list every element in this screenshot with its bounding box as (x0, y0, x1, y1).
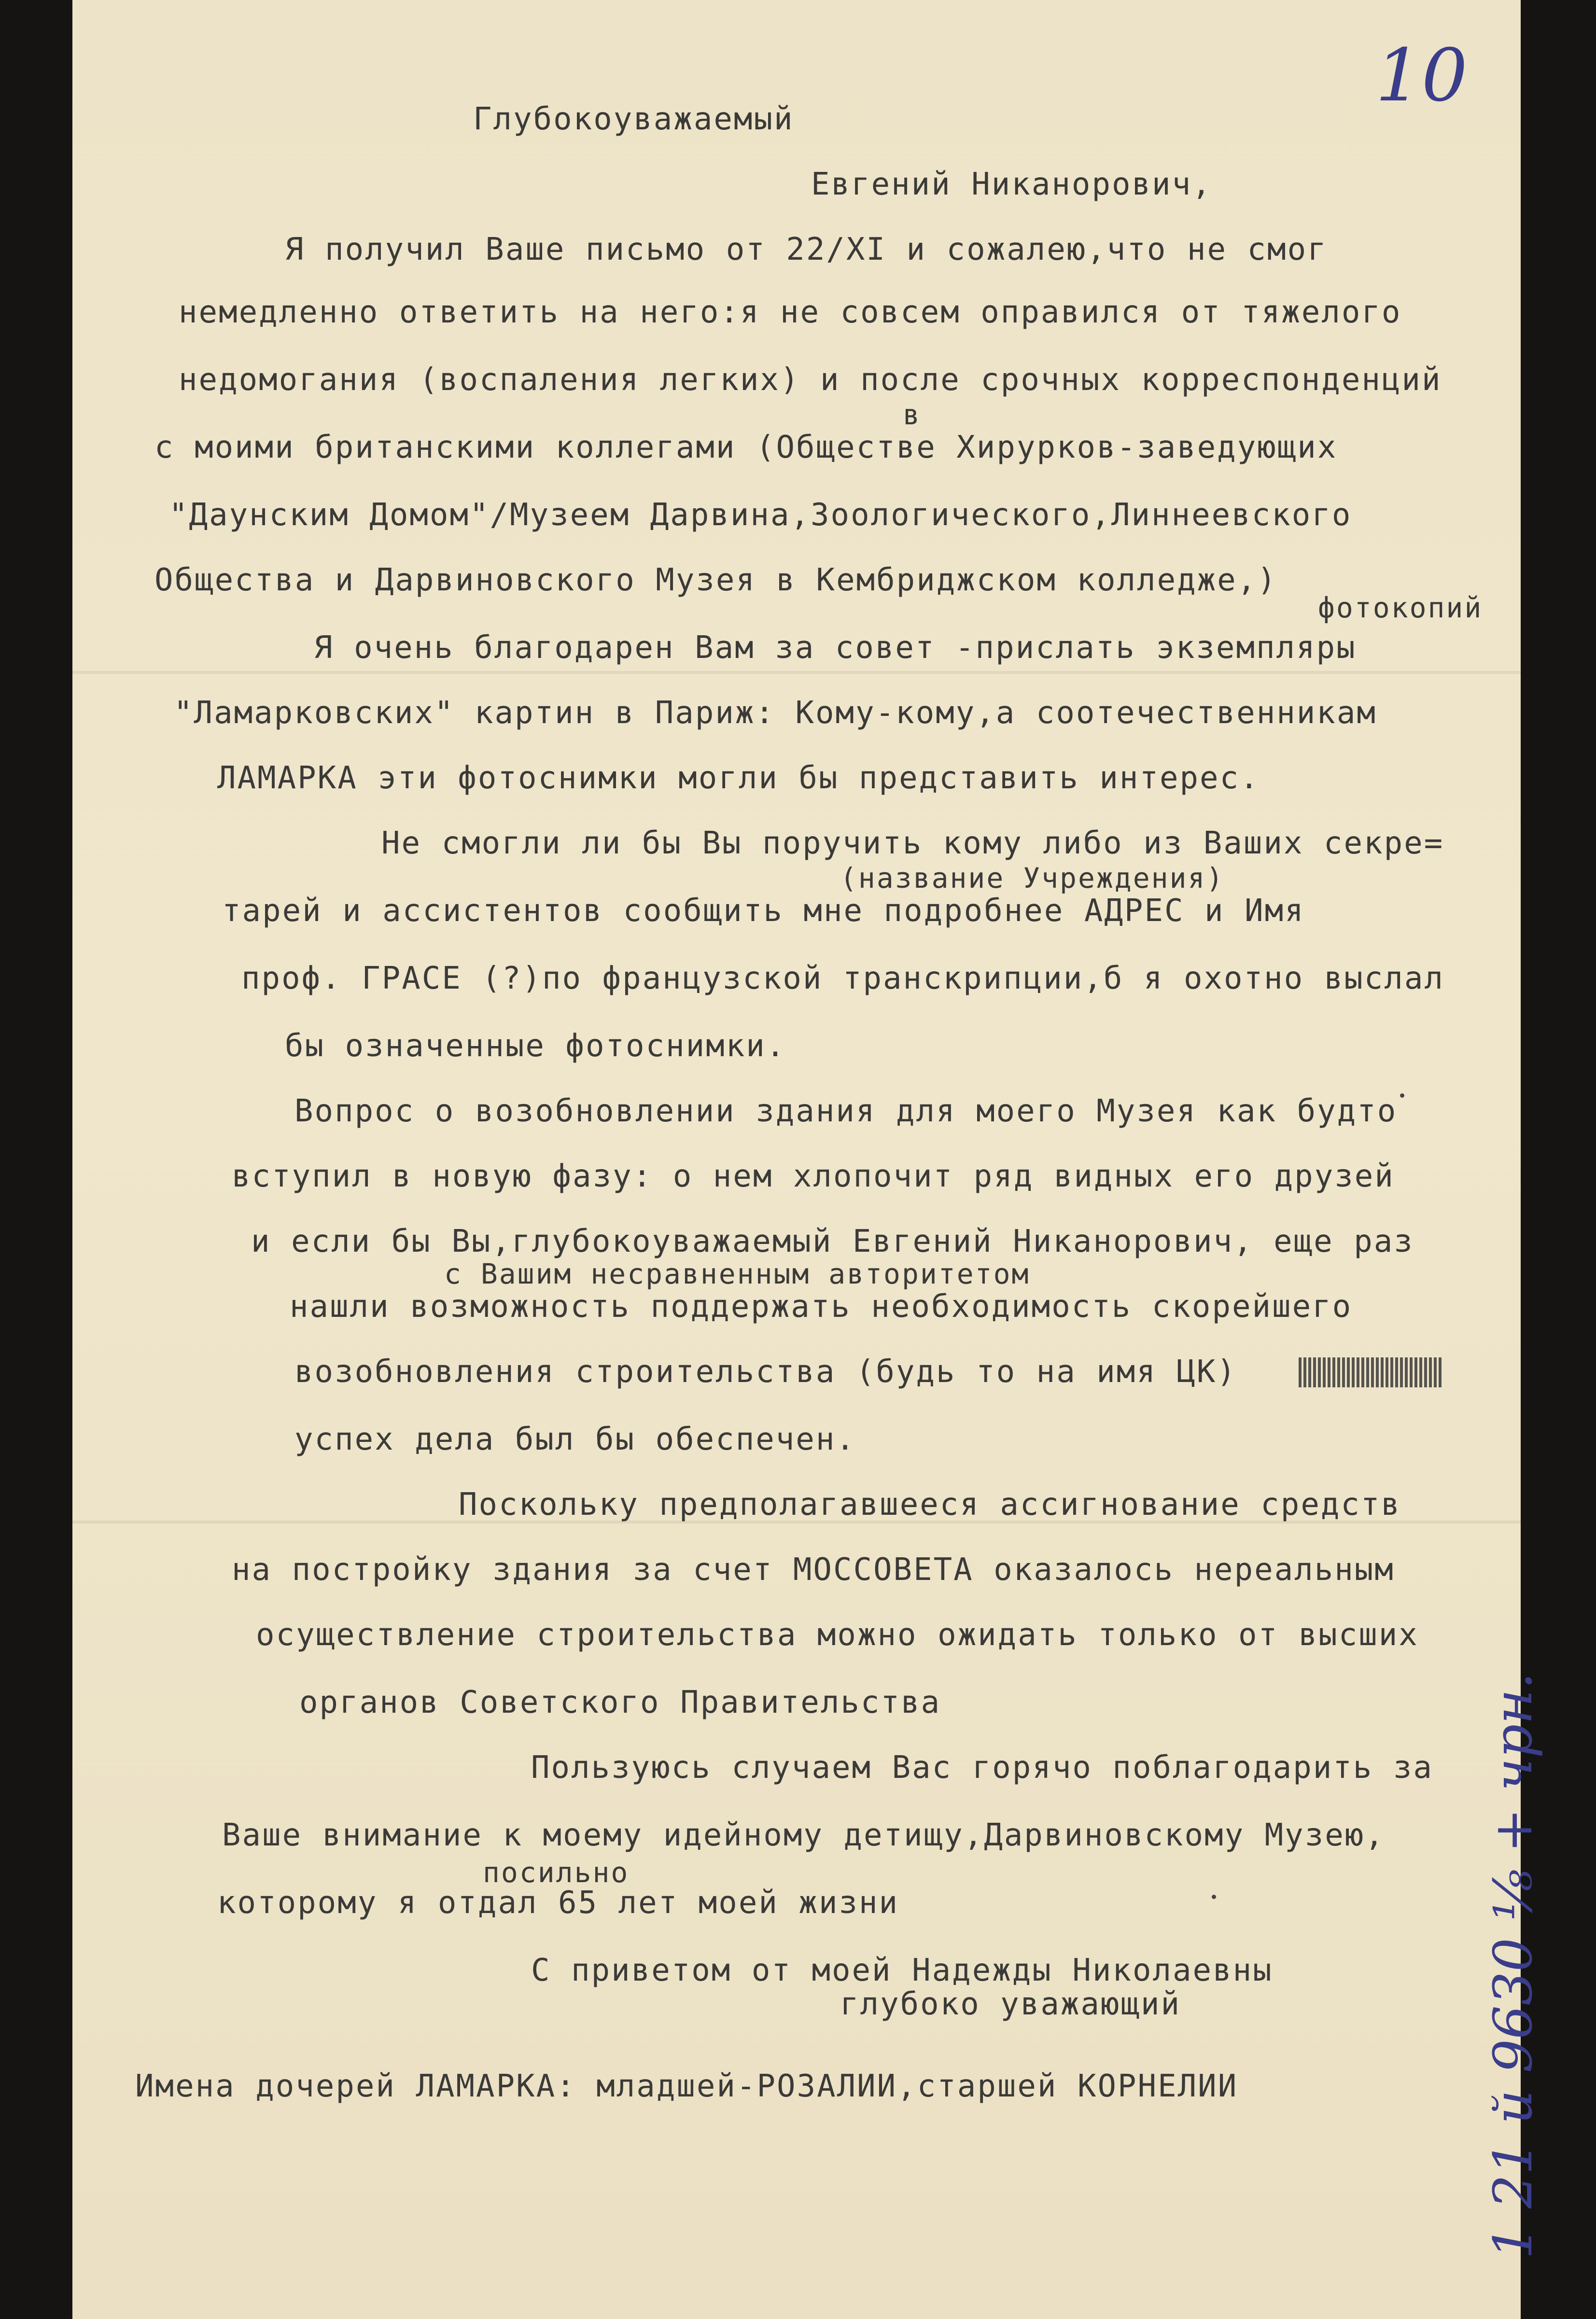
letter-line: на постройку здания за счет МОССОВЕТА оказалось нереальным (232, 1552, 1395, 1588)
closing-signature-line: глубоко уважающий (840, 1986, 1181, 2022)
interlinear-insert: в (903, 398, 921, 431)
struck-out-text (1299, 1357, 1443, 1387)
letter-line: возобновления строительства (будь то на имя ЦК) (294, 1354, 1237, 1390)
addressee-name: Евгений Никанорович, (811, 167, 1212, 202)
letter-line: Поскольку предполагавшееся ассигнование средств (459, 1487, 1401, 1523)
letter-line: с моими британскими коллегами (Обществе Хирурков-заведующих (154, 430, 1338, 465)
letter-line: и если бы Вы,глубокоуважаемый Евгений Никанорович, еще раз (251, 1224, 1414, 1259)
ink-dot (1212, 1895, 1216, 1899)
interlinear-insert: посильно (483, 1856, 630, 1889)
letter-line: "Ламарковских" картин в Париж: Кому-кому,а соотечественникам (174, 695, 1377, 731)
paper-fold (72, 671, 1521, 674)
archival-margin-note: 1 21 й 9630 ⅛ + чрн. (1482, 1672, 1544, 2259)
letter-line: Я очень благодарен Вам за совет -прислать экземпляры (314, 630, 1357, 666)
interlinear-insert: с Вашим несравненным авторитетом (444, 1257, 1030, 1290)
letter-line: Не смогли ли бы Вы поручить кому либо из Ваших секре= (381, 825, 1444, 861)
letter-line: органов Советского Правительства (299, 1685, 941, 1720)
letter-line: немедленно ответить на него:я не совсем оправился от тяжелого (179, 294, 1402, 330)
letter-line: недомогания (воспаления легких) и после срочных корреспонденций (179, 362, 1442, 398)
letter-line: нашли возможность поддержать необходимость скорейшего (290, 1289, 1353, 1325)
letter-line: вступил в новую фазу: о нем хлопочит ряд видных его друзей (232, 1159, 1395, 1194)
letter-line: Пользуюсь случаем Вас горячо поблагодарить за (531, 1750, 1433, 1786)
letter-line: Общества и Дарвиновского Музея в Кембриджском колледже,) (154, 562, 1277, 598)
letter-line: Ваше внимание к моему идейному детищу,Дарвиновскому Музею, (222, 1817, 1385, 1853)
letter-line: успех дела был бы обеспечен. (294, 1422, 856, 1457)
letter-line: тарей и ассистентов сообщить мне подробнее АДРЕС и Имя (222, 893, 1305, 929)
letter-line: Я получил Ваше письмо от 22/XI и сожалею,что не смог (285, 232, 1328, 267)
letter-line: проф. ГРАСЕ (?)по французской транскрипции,б я охотно выслал (241, 961, 1444, 996)
letter-line: Вопрос о возобновлении здания для моего Музея как будто (294, 1093, 1398, 1129)
ink-dot (1400, 1093, 1404, 1098)
letter-line: которому я отдал 65 лет моей жизни (217, 1885, 899, 1921)
letter-page (72, 0, 1544, 2319)
letter-line: "Даунским Домом"/Музеем Дарвина,Зоологического,Линнеевского (169, 497, 1352, 533)
letter-line: бы означенные фотоснимки. (285, 1028, 786, 1064)
folio-number: 10 (1375, 34, 1468, 118)
salutation-line: Глубокоуважаемый (473, 101, 794, 137)
interlinear-insert: фотокопий (1318, 591, 1483, 624)
letter-line: осуществление строительства можно ожидать только от высших (256, 1617, 1419, 1653)
postscript: Имена дочерей ЛАМАРКА: младшей-РОЗАЛИИ,старшей КОРНЕЛИИ (135, 2068, 1238, 2104)
interlinear-insert: (название Учреждения) (840, 862, 1225, 894)
closing-greeting: С приветом от моей Надежды Николаевны (531, 1953, 1273, 1988)
letter-line: ЛАМАРКА эти фотоснимки могли бы представить интерес. (217, 760, 1260, 796)
